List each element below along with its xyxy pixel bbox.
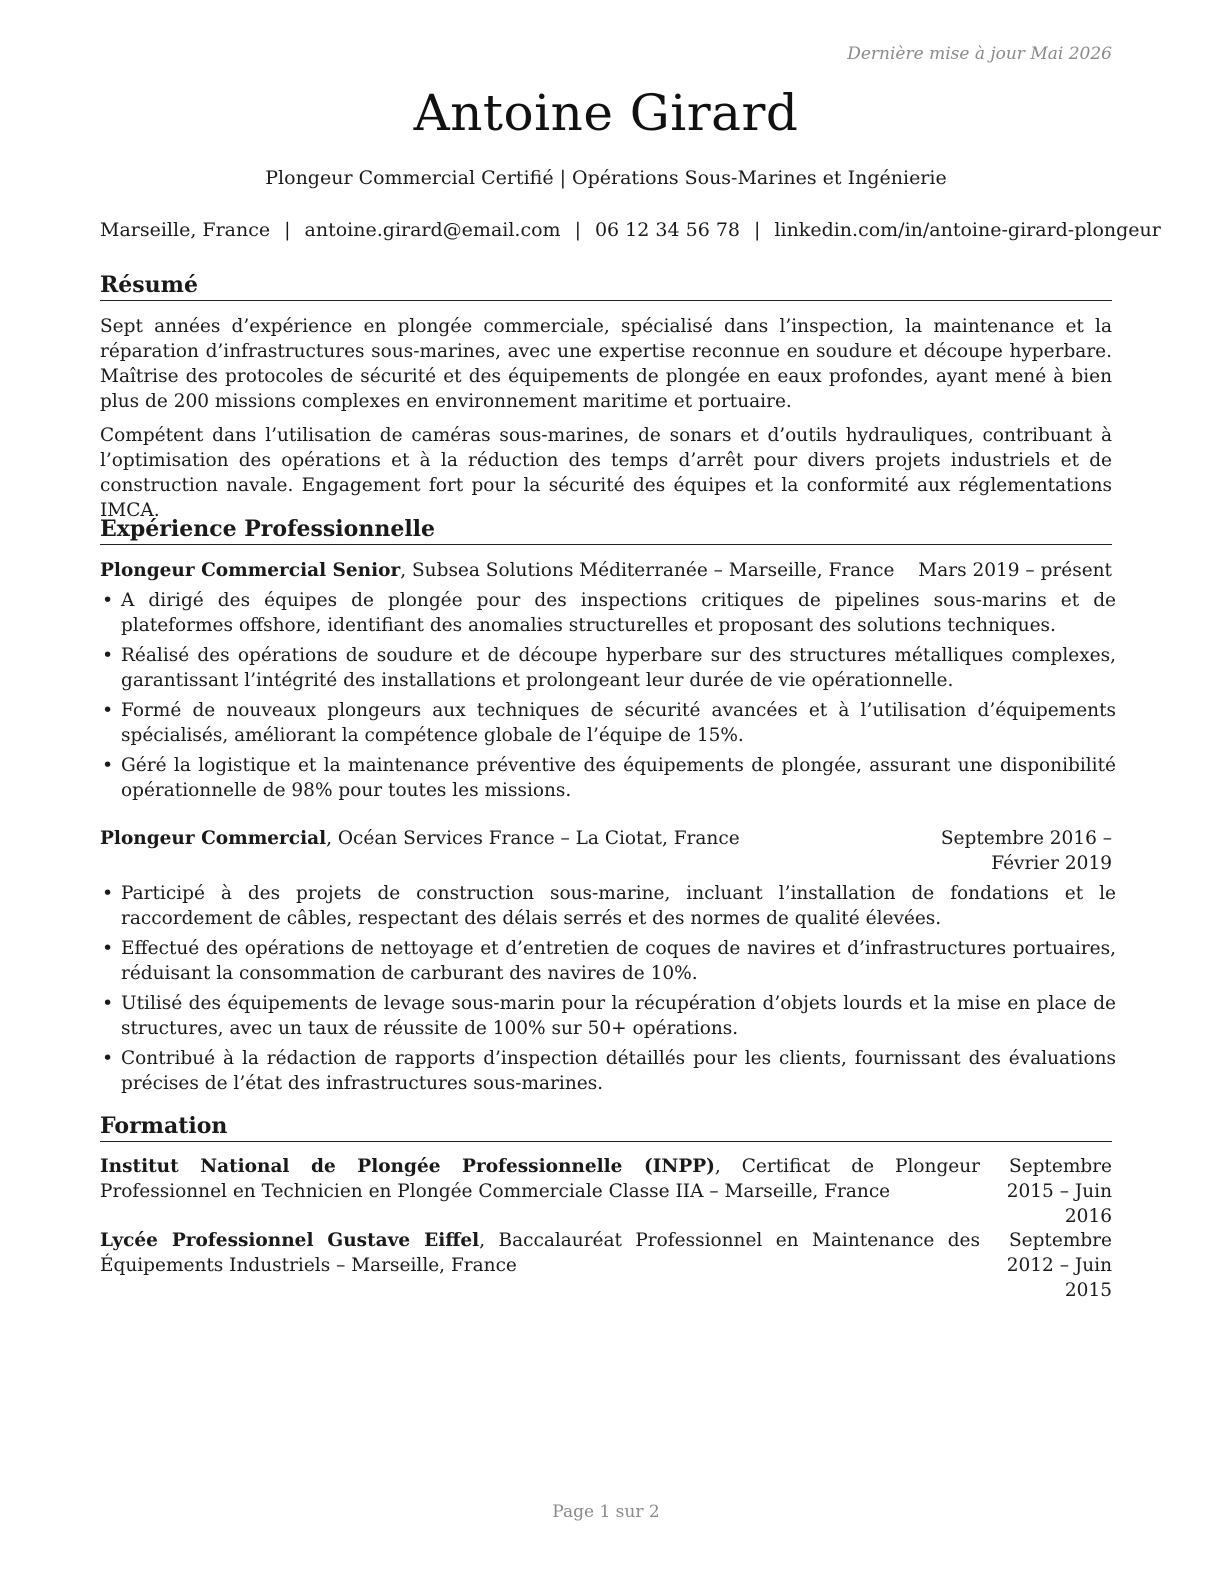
list-item: • Utilisé des équipements de levage sous-marin pour la récupération d’objets lourds et la mise en place de structures, avec un taux de réussite de 100% sur 50+ opérations. xyxy=(100,991,1116,1041)
candidate-subtitle: Plongeur Commercial Certifié | Opérations Sous-Marines et Ingénierie xyxy=(265,167,947,189)
resume-page xyxy=(100,0,1161,1584)
section-title-summary: Résumé xyxy=(100,271,1112,301)
last-updated: Dernière mise à jour Mai 2026 xyxy=(847,44,1112,64)
education-dates: Septembre 2012 – Juin 2015 xyxy=(1006,1230,1112,1301)
contact-linkedin[interactable]: linkedin.com/in/antoine-girard-plongeur xyxy=(774,219,1161,241)
job-header xyxy=(100,558,1112,583)
contact-separator: | xyxy=(284,219,291,241)
list-item: • A dirigé des équipes de plongée pour des inspections critiques de pipelines sous-marins et de plateformes offshore, identifiant des anomalies structurelles et proposant des solutions techniques. xyxy=(100,588,1116,638)
job-bullets xyxy=(100,881,1116,1101)
job-dates: Septembre 2016 – Février 2019 xyxy=(940,828,1112,874)
contact-phone: 06 12 34 56 78 xyxy=(594,219,741,241)
contact-separator: | xyxy=(754,219,761,241)
list-item: • Géré la logistique et la maintenance préventive des équipements de plongée, assurant une disponibilité opérationnelle de 98% pour toutes les missions. xyxy=(100,753,1116,803)
job-role: Plongeur Commercial Senior xyxy=(100,560,401,581)
job-bullets xyxy=(100,588,1116,808)
list-item: • Effectué des opérations de nettoyage et d’entretien de coques de navires et d’infrastructures portuaires, réduisant la consommation de carburant des navires de 10%. xyxy=(100,936,1116,986)
job-role: Plongeur Commercial xyxy=(100,828,327,849)
contact-line xyxy=(100,219,1161,241)
summary-paragraph: Sept années d’expérience en plongée commerciale, spécialisé dans l’inspection, la maintenance et la réparation d’infrastructures sous-marines, avec une expertise reconnue en soudure et découpe hyperbare. Maîtrise des protocoles de sécurité et des équipements de plongée en eaux profondes, ayant mené à bien plus de 200 missions complexes en environnement maritime et portuaire. xyxy=(100,316,1112,412)
section-title-experience: Expérience Professionnelle xyxy=(100,515,1112,545)
job-dates: Mars 2019 – présent xyxy=(918,560,1112,581)
contact-separator: | xyxy=(574,219,581,241)
list-item: • Formé de nouveaux plongeurs aux techniques de sécurité avancées et à l’utilisation d’équipements spécialisés, améliorant la compétence globale de l’équipe de 15%. xyxy=(100,698,1116,748)
job-company: , Subsea Solutions Méditerranée – Marseille, France xyxy=(400,560,895,581)
education-entry xyxy=(100,1154,1112,1227)
education-school: Lycée Professionnel Gustave Eiffel xyxy=(100,1230,480,1251)
education-school: Institut National de Plongée Professionnelle (INPP) xyxy=(100,1156,715,1177)
job-header xyxy=(100,826,1112,874)
job-company: , Océan Services France – La Ciotat, France xyxy=(326,828,740,849)
education-detail: , Baccalauréat Professionnel en Maintenance des Équipements Industriels – Marseille, France xyxy=(100,1230,980,1276)
list-item: • Réalisé des opérations de soudure et de découpe hyperbare sur des structures métalliques complexes, garantissant l’intégrité des installations et prolongeant leur durée de vie opérationnelle. xyxy=(100,643,1116,693)
education-description xyxy=(100,1228,980,1278)
contact-email[interactable]: antoine.girard@email.com xyxy=(304,219,561,241)
summary-paragraph: Compétent dans l’utilisation de caméras sous-marines, de sonars et d’outils hydrauliques, contribuant à l’optimisation des opérations et à la réduction des temps d’arrêt pour divers projets industriels et de construction navale. Engagement fort pour la sécurité des équipes et la conformité aux réglementations IMCA. xyxy=(100,425,1112,521)
education-dates: Septembre 2015 – Juin 2016 xyxy=(1006,1156,1112,1227)
list-item: • Contribué à la rédaction de rapports d’inspection détaillés pour les clients, fournissant des évaluations précises de l’état des infrastructures sous-marines. xyxy=(100,1046,1116,1096)
list-item: • Participé à des projets de construction sous-marine, incluant l’installation de fondations et le raccordement de câbles, respectant des délais serrés et des normes de qualité élevées. xyxy=(100,881,1116,931)
education-detail: , Certificat de Plongeur Professionnel en Technicien en Plongée Commerciale Classe IIA – Marseille, France xyxy=(100,1156,980,1202)
education-description xyxy=(100,1154,980,1204)
page-number: Page 1 sur 2 xyxy=(552,1502,660,1522)
candidate-name: Antoine Girard xyxy=(413,84,799,142)
education-entry xyxy=(100,1228,1112,1301)
contact-location: Marseille, France xyxy=(100,219,271,241)
section-title-education: Formation xyxy=(100,1112,1112,1142)
